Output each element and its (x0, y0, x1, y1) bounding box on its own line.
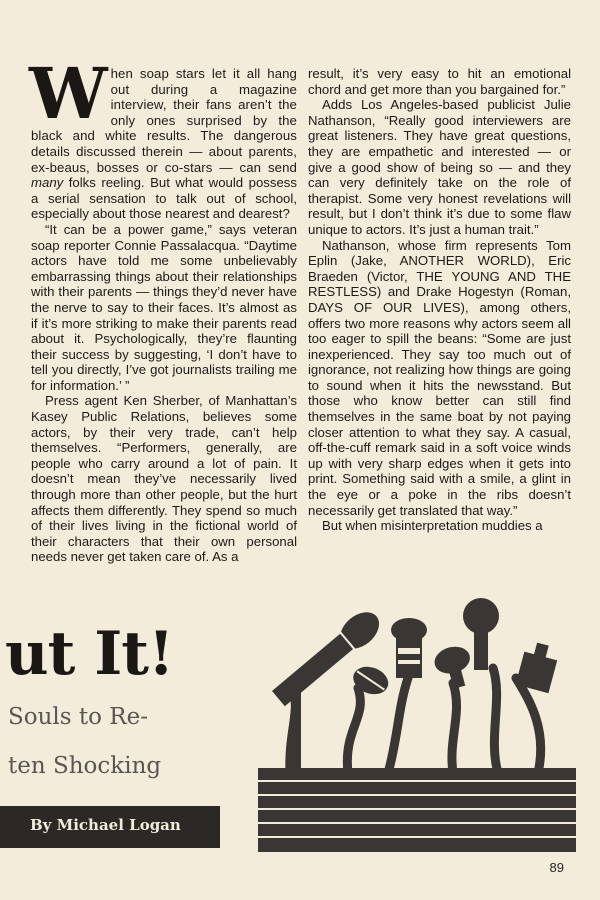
page-number: 89 (549, 860, 564, 875)
article-paragraph: Adds Los Angeles-based publicist Julie Nathanson, “Really good interviewers are great listeners. They have great questions, they are empathetic and interested — or give a good show of being so — and they can very definitely take on the role of therapist. Some very honest revelations will result, but I don’t think it’s due to some flaw unique to actors. It’s just a human trait.” (308, 97, 571, 237)
mic-box (516, 640, 561, 693)
left-column (29, 52, 297, 565)
article-paragraph: Press agent Ken Sherber, of Manhattan’s Kasey Public Relations, believes some actors, by their very trade, can’t help themselves. “Performers, generally, are people who carry around a lot of pain. It doesn’t mean they’ve necessarily lived through more than other people, but the hurt affects them differently. They spend so much of their lives living in the fictional world of their characters that their own personal needs never get taken care of. As a (31, 393, 297, 565)
drop-cap: W (29, 52, 105, 135)
mic-diagonal (269, 605, 386, 710)
stand-base (258, 768, 576, 852)
headline: ut It! (5, 619, 174, 689)
mic-center (391, 618, 427, 678)
deck-line-1: Souls to Re- (8, 704, 148, 730)
article-paragraph: But when misinterpretation muddies a (322, 518, 543, 534)
deck-line-2: ten Shocking (8, 753, 162, 779)
emphasis: many (31, 175, 64, 191)
article-paragraph: “It can be a power game,” says veteran soap reporter Connie Passalacqua. “Daytime actors have told me some unbelievably embarrassing things about their relationships with their parents — things they’d never have the nerve to say to their faces. It’s almost as if it’s more striking to make their parents read about it. Psychologically, they’re flaunting their success by suggesting, ‘I don’t have to tell you directly, I’ve got journalists trailing me for information.’ ” (31, 221, 297, 393)
byline: By Michael Logan (30, 816, 181, 834)
article-paragraph: When soap stars let it all hang out during a magazine interview, their fans aren’t the only ones surprised by the black and white results. The dangerous details discussed therein — about parents, ex-beaus, bosses or co-stars — can send many folks reeling. But what would possess a serial sensation to talk out of school, especially about those nearest and dearest? (29, 52, 297, 222)
right-column (308, 66, 571, 534)
article-paragraph: Nathanson, whose firm represents Tom Eplin (Jake, ANOTHER WORLD), Eric Braeden (Victor, THE YOUNG AND THE RESTLESS) and Drake Hogestyn (Roman, DAYS OF OUR LIVES), among others, offers two more reasons why actors seem all too eager to spill the beans: “Some are just inexperienced. They say too much out of ignorance, not realizing how things are going to sound when it hits the newsstand. But those who know better can still find themselves in the same boat by not paying closer attention to what they say. A casual, off-the-cuff remark said in a soft voice winds up with very sharp edges when it gets into print. Something said with a smile, a glint in the eye or a poke in the ribs doesn’t necessarily get translated that way.” (308, 237, 571, 518)
article-paragraph: result, it’s very easy to hit an emotional chord and get more than you bargained for.” (308, 66, 571, 97)
microphones-illustration-icon (248, 588, 578, 858)
mic-angled-right (431, 643, 476, 692)
